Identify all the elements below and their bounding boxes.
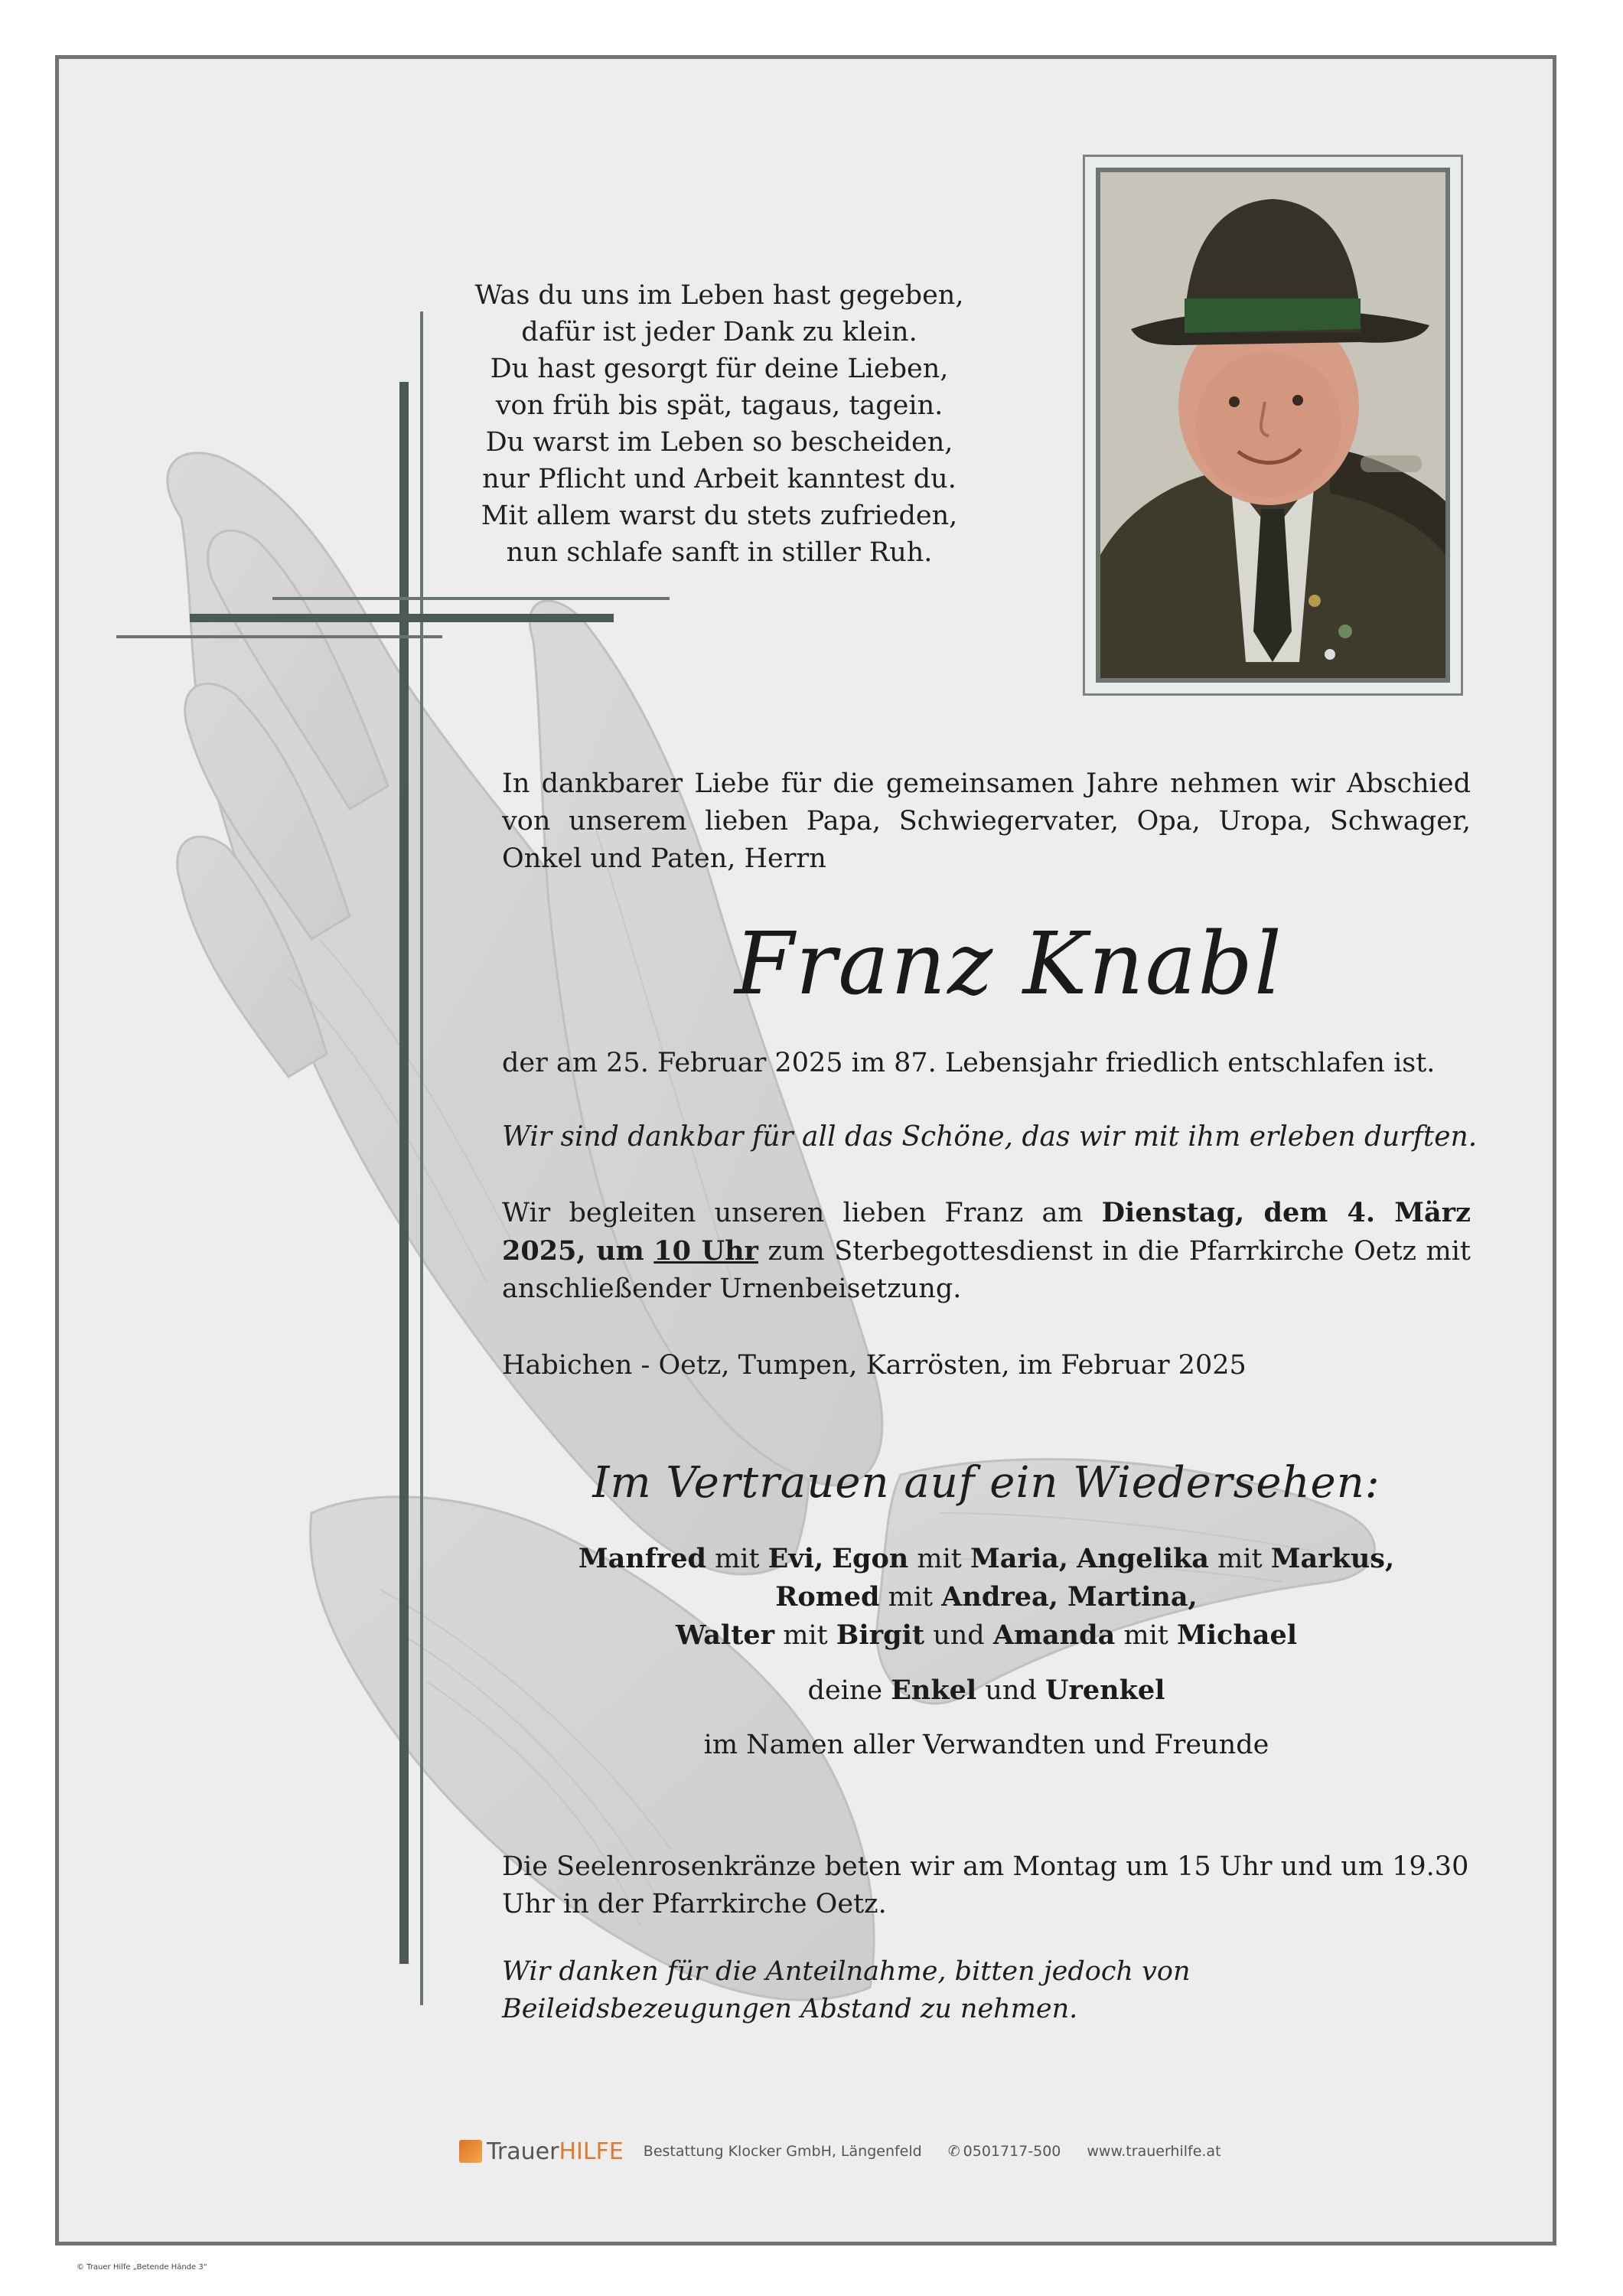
poem-line: Du warst im Leben so bescheiden, xyxy=(485,427,953,458)
poem-line: dafür ist jeder Dank zu klein. xyxy=(521,317,917,347)
family-line-2 xyxy=(502,1578,1471,1616)
footer xyxy=(459,2138,1221,2164)
family-member-name: Michael xyxy=(1176,1619,1298,1651)
place-date: Habichen - Oetz, Tumpen, Karrösten, im Februar 2025 xyxy=(502,1350,1247,1381)
closing-text: Wir danken für die Anteilnahme, bitten jedoch von Beileidsbezeugungen Abstand zu nehmen. xyxy=(502,1956,1191,2024)
family-member-name: Maria, xyxy=(970,1543,1068,1574)
family-member-name: Urenkel xyxy=(1045,1675,1165,1706)
family-list xyxy=(502,1540,1471,1764)
family-member-name: Angelika xyxy=(1077,1543,1209,1574)
memorial-poem xyxy=(451,277,987,571)
family-member-name: Romed xyxy=(775,1581,880,1613)
intro-text: In dankbarer Liebe für die gemeinsamen Jahre nehmen wir Abschied von unserem lieben Papa, Schwiegervater, Opa, Uropa, Schwager, Onkel und Paten, Herrn xyxy=(502,768,1471,874)
family-connector: mit xyxy=(774,1620,836,1651)
family-member-name: Andrea, Martina, xyxy=(941,1581,1198,1613)
poem-line: nur Pflicht und Arbeit kanntest du. xyxy=(482,464,957,494)
poem-line: Mit allem warst du stets zufrieden, xyxy=(481,501,958,531)
portrait-illustration xyxy=(1100,172,1445,678)
family-connector: deine xyxy=(807,1675,891,1706)
cross-horizontal-thin-2 xyxy=(272,597,670,600)
family-member-name: Birgit xyxy=(836,1619,925,1651)
cross-vertical-thin xyxy=(420,311,423,2005)
poem-line: Was du uns im Leben hast gegeben, xyxy=(474,280,964,311)
funeral-text-1: Wir begleiten unseren lieben Franz am xyxy=(502,1198,1102,1228)
poem-line: nun schlafe sanft in stiller Ruh. xyxy=(506,537,933,568)
cross-horizontal-thin xyxy=(116,635,442,638)
thanks-line: Wir sind dankbar für all das Schöne, das wir mit ihm erleben durften. xyxy=(502,1121,1478,1153)
family-connector: mit xyxy=(879,1582,942,1613)
cross-horizontal xyxy=(190,614,614,622)
family-member-name: Egon xyxy=(832,1543,909,1574)
family-member-name: Enkel xyxy=(891,1675,977,1706)
company-name: Bestattung Klocker GmbH, Längenfeld xyxy=(643,2143,922,2160)
family-member-name: Evi, xyxy=(768,1543,824,1574)
logo-text-trauer: Trauer xyxy=(487,2138,559,2165)
family-member-name: Markus, xyxy=(1270,1543,1395,1574)
phone-icon: ✆ xyxy=(947,2143,960,2160)
family-connector: und xyxy=(976,1675,1045,1706)
logo-text-hilfe: HILFE xyxy=(559,2138,624,2165)
poem-line: Du hast gesorgt für deine Lieben, xyxy=(490,354,949,384)
family-line-5: im Namen aller Verwandten und Freunde xyxy=(703,1730,1269,1760)
family-member-name: Amanda xyxy=(992,1619,1116,1651)
funeral-text-2: zum Sterbegottesdienst in die Pfarrkirche Oetz mit anschließender Urnenbeisetzung. xyxy=(502,1236,1471,1304)
funeral-date: Dienstag, dem 4. März 2025, um xyxy=(502,1197,1471,1267)
family-connector xyxy=(823,1544,832,1574)
website[interactable]: www.trauerhilfe.at xyxy=(1087,2143,1221,2160)
family-member-name: Walter xyxy=(675,1619,775,1651)
poem-line: von früh bis spät, tagaus, tagein. xyxy=(495,390,943,421)
reunion-heading: Im Vertrauen auf ein Wiedersehen: xyxy=(592,1458,1380,1508)
funeral-time: 10 Uhr xyxy=(653,1235,758,1267)
portrait-frame xyxy=(1083,155,1463,696)
family-connector: mit xyxy=(908,1544,970,1574)
family-connector: mit xyxy=(1209,1544,1271,1574)
family-connector: mit xyxy=(706,1544,768,1574)
deceased-name: Franz Knabl xyxy=(735,915,1283,1014)
phone-number: 0501717-500 xyxy=(963,2143,1061,2160)
funeral-details xyxy=(502,1194,1471,1308)
family-connector xyxy=(1068,1544,1077,1574)
trauerhilfe-logo-icon xyxy=(459,2140,482,2163)
family-member-name: Manfred xyxy=(578,1543,706,1574)
portrait-photo xyxy=(1096,168,1450,683)
family-connector: mit xyxy=(1115,1620,1177,1651)
copyright: © Trauer Hilfe „Betende Hände 3“ xyxy=(77,2263,207,2272)
family-line-4 xyxy=(502,1671,1471,1710)
family-line-1 xyxy=(502,1540,1471,1578)
family-line-3 xyxy=(502,1616,1471,1655)
family-connector: und xyxy=(924,1620,993,1651)
death-notice: der am 25. Februar 2025 im 87. Lebensjahr friedlich entschlafen ist. xyxy=(502,1048,1436,1078)
rosary-text: Die Seelenrosenkränze beten wir am Montag um 15 Uhr und um 19.30 Uhr in der Pfarrkirche Oetz. xyxy=(502,1851,1469,1919)
